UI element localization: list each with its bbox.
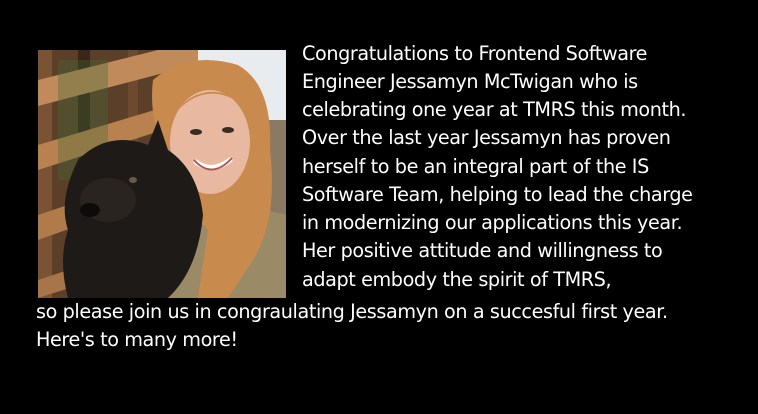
announcement-line-3: celebrating one year at TMRS this month.	[302, 98, 687, 121]
announcement-line-5: herself to be an integral part of the IS	[302, 155, 649, 178]
announcement-line-11: Here's to many more!	[36, 328, 238, 351]
announcement-line-10: so please join us in congraulating Jessamyn on a succesful first year.	[36, 300, 668, 323]
announcement-line-6: Software Team, helping to lead the charge	[302, 183, 693, 206]
announcement-line-1: Congratulations to Frontend Software	[302, 42, 648, 65]
announcement-line-7: in modernizing our applications this year.	[302, 211, 683, 234]
announcement-line-8: Her positive attitude and willingness to	[302, 239, 663, 262]
announcement-line-4: Over the last year Jessamyn has proven	[302, 126, 671, 149]
announcement-line-2: Engineer Jessamyn McTwigan who is	[302, 70, 638, 93]
employee-photo	[38, 50, 286, 298]
announcement-line-9: adapt embody the spirit of TMRS,	[302, 268, 612, 291]
